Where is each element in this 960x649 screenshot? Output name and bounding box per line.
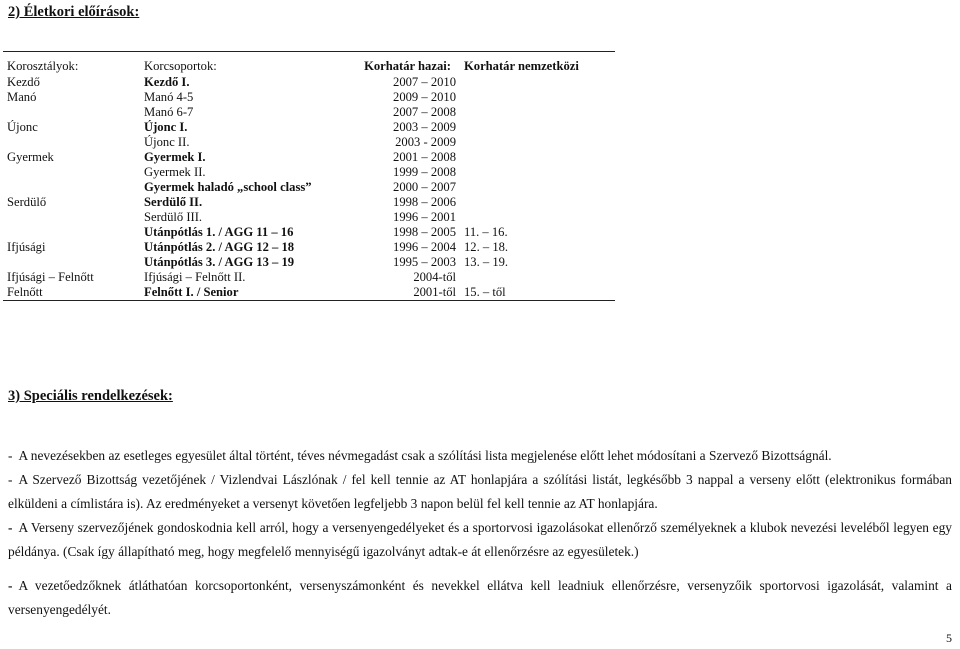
- age-group-cell: Gyermek II.: [144, 165, 206, 179]
- home-limit-cell: 1996 – 2001: [393, 210, 456, 224]
- age-group-cell: Manó 4-5: [144, 90, 194, 104]
- bullet-dash: -: [8, 472, 13, 487]
- home-limit-cell: 1996 – 2004: [393, 240, 456, 254]
- paragraph-3: [8, 516, 952, 564]
- intl-limit-cell: [460, 165, 615, 180]
- table-header-row: [3, 52, 615, 76]
- paragraph-text: A vezetőedzőknek átláthatóan korcsoportonként, versenyszámonként és nevekkel ellátva kell leadniuk ellenőrzésre, versenyzőik sportorvosi igazolását, valamint a versenyengedélyét.: [8, 578, 952, 617]
- intl-limit-cell: 15. – től: [460, 285, 615, 301]
- table-row: [3, 135, 615, 150]
- home-limit-cell: 1998 – 2006: [393, 195, 456, 209]
- age-group-cell: Újonc I.: [144, 120, 188, 134]
- table-row: [3, 75, 615, 90]
- paragraph-text-note: (Csak így állapítható meg, hogy megfelelő mennyiségű igazolványt adtak-e át ellenőrzésre az egyesületek.): [59, 544, 639, 559]
- home-limit-cell: 2003 - 2009: [395, 135, 456, 149]
- home-limit-cell: 2000 – 2007: [393, 180, 456, 194]
- home-limit-cell: 2004-től: [413, 270, 456, 284]
- age-class-cell: Kezdő: [7, 75, 40, 89]
- table-row: [3, 90, 615, 105]
- paragraph-text: A Szervező Bizottság vezetőjének / Vizlendvai Lászlónak / fel kell tennie az AT honlapjára a szólítási listát, legkésőbb 3 nappal a verseny előtt (elektronikus formában elküldeni a címlistára is). Az eredményeket a versenyt követően legfeljebb 3 napon belül fel kell tennie az AT honlapjára.: [8, 472, 952, 511]
- intl-limit-cell: [460, 270, 615, 285]
- bullet-dash: -: [8, 520, 13, 535]
- age-class-cell: [3, 105, 140, 120]
- age-group-cell: Serdülő III.: [144, 210, 203, 224]
- home-limit-cell: 2003 – 2009: [393, 120, 456, 134]
- intl-limit-cell: 13. – 19.: [464, 255, 509, 269]
- home-limit-cell: 2001-től: [355, 285, 460, 301]
- intl-limit-cell: [460, 90, 615, 105]
- intl-limit-cell: [460, 120, 615, 135]
- age-group-cell: Gyermek haladó „school class”: [144, 180, 312, 194]
- bullet-dash: -: [8, 578, 13, 593]
- age-group-cell: Utánpótlás 1. / AGG 11 – 16: [144, 225, 294, 239]
- age-class-cell: Ifjúsági: [7, 240, 46, 254]
- home-limit-cell: 1999 – 2008: [393, 165, 456, 179]
- table-row: [3, 165, 615, 180]
- section-3-title: 3) Speciális rendelkezések:: [8, 388, 173, 404]
- age-class-cell: Ifjúsági – Felnőtt: [7, 270, 94, 284]
- age-rules-table: [3, 51, 615, 301]
- paragraph-4: [8, 574, 952, 622]
- table-row: [3, 285, 615, 301]
- home-limit-cell: 1998 – 2005: [393, 225, 456, 239]
- table-row: [3, 105, 615, 120]
- intl-limit-cell: 11. – 16.: [464, 225, 508, 239]
- age-group-cell: Kezdő I.: [144, 75, 190, 89]
- header-home-limit: Korhatár hazai:: [355, 52, 460, 76]
- paragraph-2: [8, 468, 952, 516]
- paragraph-text: A nevezésekben az esetleges egyesület által történt, téves névmegadást csak a szólítási lista megjelenése előtt lehet módosítani a Szervező Bizottságnál.: [18, 448, 832, 463]
- intl-limit-cell: [460, 150, 615, 165]
- age-class-cell: [3, 255, 140, 270]
- header-intl-limit: Korhatár nemzetközi: [460, 52, 615, 76]
- age-class-cell: Újonc: [7, 120, 38, 134]
- header-age-group: Korcsoportok:: [140, 52, 355, 76]
- page-number: 5: [946, 631, 952, 645]
- intl-limit-cell: [460, 135, 615, 150]
- age-group-cell: Utánpótlás 2. / AGG 12 – 18: [144, 240, 295, 254]
- table-row: [3, 270, 615, 285]
- table-row: [3, 255, 615, 270]
- home-limit-cell: 2001 – 2008: [393, 150, 456, 164]
- section-2-title: 2) Életkori előírások:: [8, 4, 140, 20]
- intl-limit-cell: [460, 75, 615, 90]
- age-class-cell: Manó: [7, 90, 37, 104]
- age-group-cell: Gyermek I.: [144, 150, 206, 164]
- age-group-cell: Serdülő II.: [144, 195, 203, 209]
- age-group-cell: Újonc II.: [144, 135, 190, 149]
- age-class-cell: [3, 210, 140, 225]
- table-row: [3, 150, 615, 165]
- table-row: [3, 225, 615, 240]
- intl-limit-cell: [460, 180, 615, 195]
- home-limit-cell: 2007 – 2008: [393, 105, 456, 119]
- intl-limit-cell: 12. – 18.: [464, 240, 509, 254]
- age-class-cell: [3, 165, 140, 180]
- intl-limit-cell: [460, 195, 615, 210]
- home-limit-cell: 1995 – 2003: [393, 255, 456, 269]
- table-row: [3, 195, 615, 210]
- age-class-cell: Gyermek: [7, 150, 54, 164]
- age-class-cell: [3, 225, 140, 240]
- age-class-cell: [3, 135, 140, 150]
- paragraph-text: A Verseny szervezőjének gondoskodnia kell arról, hogy a versenyengedélyeket és a sportorvosi igazolásokat ellenőrző személyeknek a klubok nevezési leveléből legyen egy példánya.: [8, 520, 952, 559]
- table-row: [3, 180, 615, 195]
- age-class-cell: Felnőtt: [3, 285, 140, 301]
- age-group-cell: Ifjúsági – Felnőtt II.: [144, 270, 246, 284]
- paragraph-1: [8, 444, 952, 468]
- intl-limit-cell: [460, 210, 615, 225]
- age-class-cell: Serdülő: [7, 195, 47, 209]
- age-group-cell: Felnőtt I. / Senior: [140, 285, 355, 301]
- age-group-cell: Utánpótlás 3. / AGG 13 – 19: [144, 255, 295, 269]
- home-limit-cell: 2009 – 2010: [393, 90, 456, 104]
- table-row: [3, 240, 615, 255]
- table-body: [3, 75, 615, 301]
- home-limit-cell: 2007 – 2010: [393, 75, 456, 89]
- age-class-cell: [3, 180, 140, 195]
- header-age-class: Korosztályok:: [3, 52, 140, 76]
- table-row: [3, 120, 615, 135]
- age-group-cell: Manó 6-7: [144, 105, 194, 119]
- intl-limit-cell: [460, 105, 615, 120]
- table-row: [3, 210, 615, 225]
- bullet-dash: -: [8, 448, 13, 463]
